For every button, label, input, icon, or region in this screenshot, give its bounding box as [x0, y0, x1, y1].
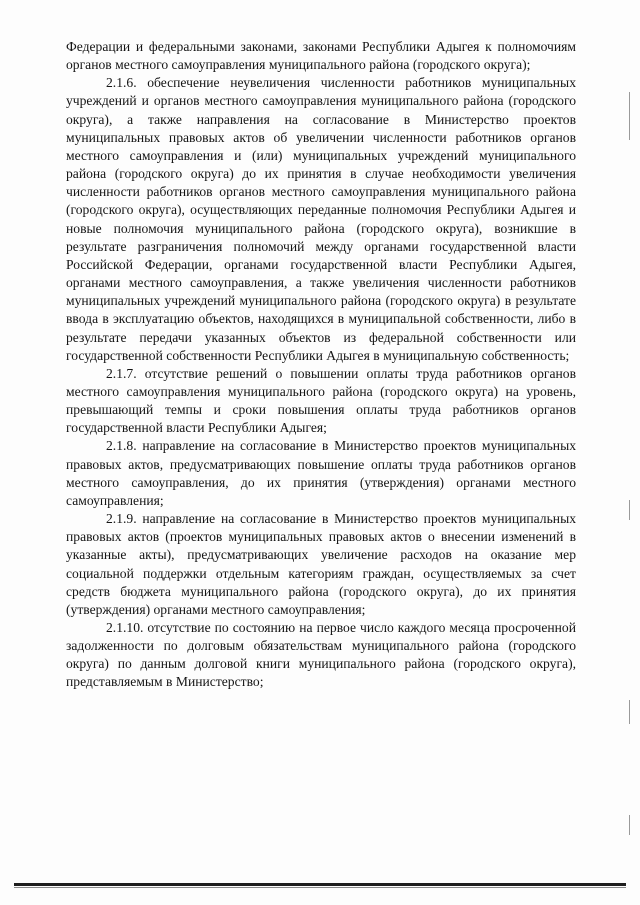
page-bottom-border-shadow [14, 887, 626, 888]
paragraph-2-1-6: 2.1.6. обеспечение неувеличения численности работников муниципальных учреждений и органов местного самоуправления муниципального района (городского округа), а также направления на согласование в Министерство проектов муниципальных правовых актов об увеличении численности работников органов местного самоуправления и (или) муниципальных учреждений муниципального района (городского округа) до их принятия в случае необходимости увеличения численности работников органов местного самоуправления муниципального района (городского округа), осуществляющих переданные полномочия Республики Адыгея и новые полномочия муниципального района (городского округа), возникшие в результате разграничения полномочий между органами государственной власти Российской Федерации, органами государственной власти Республики Адыгея, органами местного самоуправления, а также увеличения численности работников муниципальных учреждений муниципального района (городского округа) в результате ввода в эксплуатацию объектов, находящихся в муниципальной собственности, либо в результате передачи указанных объектов из федеральной собственности или государственной собственности Республики Адыгея в муниципальную собственность; [66, 75, 576, 363]
paragraph-2-1-10: 2.1.10. отсутствие по состоянию на первое число каждого месяца просроченной задолженности по долговым обязательствам муниципального района (городского округа) по данным долговой книги муниципального района (городского округа), представляемым в Министерство; [66, 620, 576, 690]
scan-artifact-mark [629, 92, 630, 140]
scan-artifact-mark [629, 815, 630, 835]
page-bottom-border [14, 883, 626, 886]
paragraph-2-1-8: 2.1.8. направление на согласование в Министерство проектов муниципальных правовых актов, предусматривающих повышение оплаты труда работников органов местного самоуправления, до их принятия (утверждения) органами местного самоуправления; [66, 438, 576, 508]
paragraph-continuation: Федерации и федеральными законами, законами Республики Адыгея к полномочиям органов местного самоуправления муниципального района (городского округа); [66, 39, 576, 73]
paragraph-2-1-9: 2.1.9. направление на согласование в Министерство проектов муниципальных правовых актов (проектов муниципальных правовых актов о внесении изменений в указанные акты), предусматривающих увеличение расходов на оказание мер социальной поддержки отдельным категориям граждан, осуществляемых за счет средств бюджета муниципального района (городского округа), до их принятия (утверждения) органами местного самоуправления; [66, 511, 576, 617]
paragraph-2-1-7: 2.1.7. отсутствие решений о повышении оплаты труда работников органов местного самоуправления муниципального района (городского округа) на уровень, превышающий темпы и сроки повышения оплаты труда работников органов государственной власти Республики Адыгея; [66, 365, 576, 436]
scan-artifact-mark [629, 700, 630, 724]
scan-artifact-mark [629, 500, 630, 520]
document-body [66, 38, 576, 692]
